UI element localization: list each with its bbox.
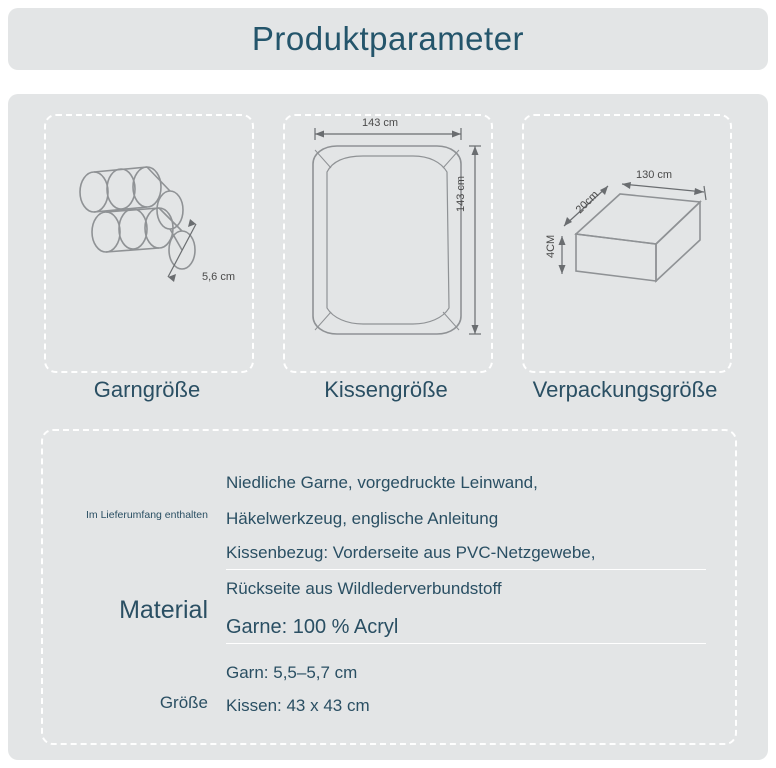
size-line-1: Garn: 5,5–5,7 cm	[226, 663, 358, 682]
included-line-2: Häkelwerkzeug, englische Anleitung	[226, 509, 499, 528]
card-yarn-size	[44, 114, 254, 373]
material-spec-box	[41, 429, 737, 745]
page-title: Produktparameter	[251, 20, 525, 57]
svg-text:5,6 cm: 5,6 cm	[202, 271, 236, 283]
card-label-pillow-size: Kissengröße	[324, 377, 448, 402]
material-line-3: Garne: 100 % Acryl	[226, 616, 399, 638]
pillow-icon	[285, 116, 491, 371]
material-line-2: Rückseite aus Wildlederverbundstoff	[226, 579, 502, 598]
header-banner	[8, 8, 768, 70]
main-panel	[8, 94, 768, 760]
label-material: Material	[119, 596, 208, 624]
svg-text:143 cm: 143 cm	[455, 175, 467, 212]
svg-text:20cm: 20cm	[573, 188, 602, 217]
card-label-yarn-size: Garngröße	[93, 377, 201, 402]
package-box-icon	[524, 116, 730, 371]
svg-text:4CM: 4CM	[545, 234, 557, 258]
size-line-2: Kissen: 43 x 43 cm	[226, 696, 370, 715]
card-package-size	[522, 114, 732, 373]
svg-text:130 cm: 130 cm	[636, 169, 673, 181]
card-pillow-size	[283, 114, 493, 373]
svg-text:143 cm: 143 cm	[362, 117, 399, 129]
label-size: Größe	[159, 693, 208, 712]
card-label-package-size: Verpackungsgröße	[532, 377, 718, 402]
divider-2	[226, 643, 706, 644]
label-included-in-delivery: Im Lieferumfang enthalten	[86, 509, 208, 521]
material-line-1: Kissenbezug: Vorderseite aus PVC-Netzgewebe,	[226, 543, 596, 562]
included-line-1: Niedliche Garne, vorgedruckte Leinwand,	[226, 473, 538, 492]
divider-1	[226, 569, 706, 570]
spec-cards-row	[8, 94, 768, 404]
yarn-bundle-icon	[46, 116, 252, 371]
